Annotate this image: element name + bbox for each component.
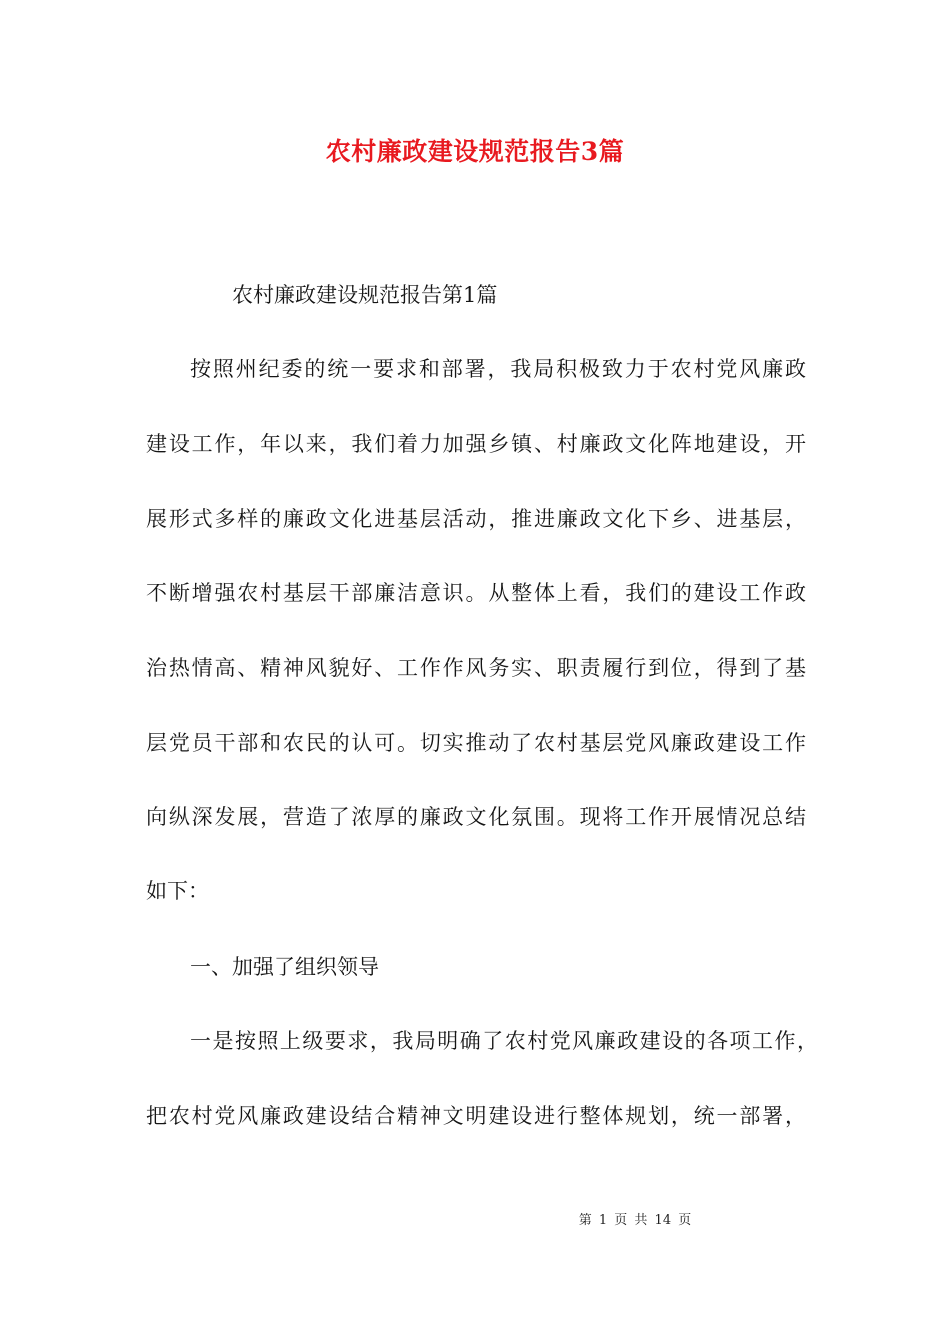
paragraph-line: 如下：	[146, 879, 209, 903]
section-subtitle: 农村廉政建设规范报告第1篇	[232, 283, 498, 307]
paragraph-line: 向纵深发展，营造了浓厚的廉政文化氛围。现将工作开展情况总结	[146, 805, 806, 829]
paragraph-line: 一是按照上级要求，我局明确了农村党风廉政建设的各项工作，	[190, 1029, 818, 1053]
paragraph-line: 把农村党风廉政建设结合精神文明建设进行整体规划，统一部署，	[146, 1104, 806, 1128]
page-number: 第 1 页 共 14 页	[578, 1213, 692, 1228]
paragraph-line: 不断增强农村基层干部廉洁意识。从整体上看，我们的建设工作政	[146, 581, 806, 605]
paragraph-line: 层党员干部和农民的认可。切实推动了农村基层党风廉政建设工作	[146, 731, 806, 755]
paragraph-line: 展形式多样的廉政文化进基层活动，推进廉政文化下乡、进基层，	[146, 507, 806, 531]
paragraph-line: 建设工作，年以来，我们着力加强乡镇、村廉政文化阵地建设，开	[146, 432, 806, 456]
paragraph-line: 治热情高、精神风貌好、工作作风务实、职责履行到位，得到了基	[146, 656, 806, 680]
paragraph-line: 按照州纪委的统一要求和部署，我局积极致力于农村党风廉政	[190, 357, 806, 381]
document-title: 农村廉政建设规范报告3篇	[325, 137, 625, 166]
section-heading: 一、加强了组织领导	[190, 955, 379, 979]
